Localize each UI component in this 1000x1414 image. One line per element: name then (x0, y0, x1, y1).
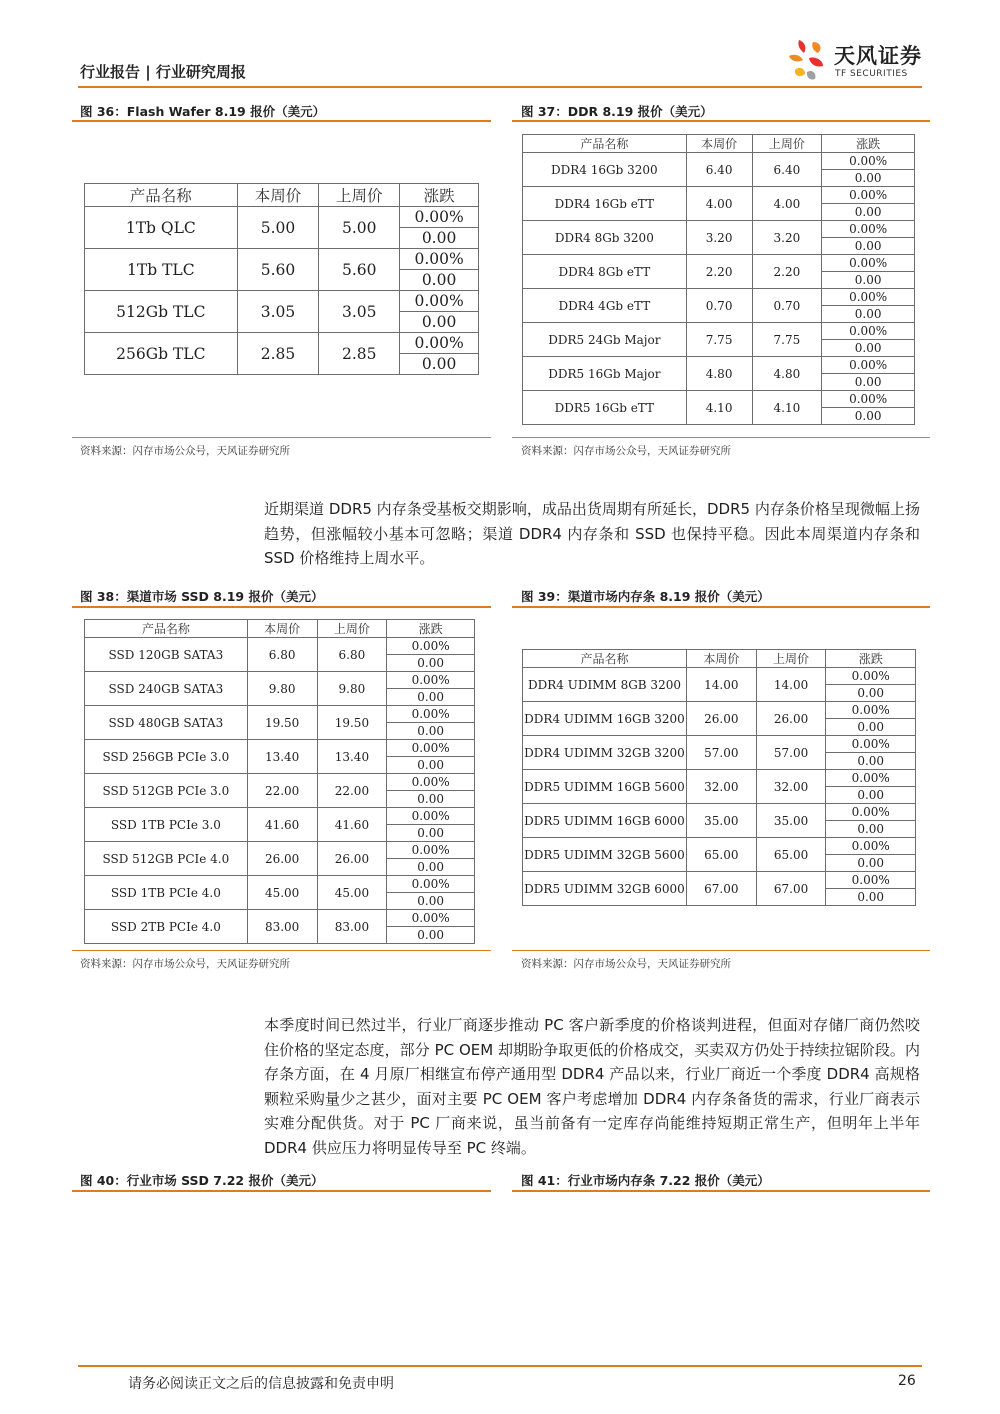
current-price-cell: 45.00 (247, 876, 317, 910)
previous-price-cell: 7.75 (752, 323, 822, 357)
table-header-row (85, 620, 475, 638)
table-header-row (85, 184, 479, 207)
change-percent-cell: 0.00% (400, 291, 479, 312)
fig36-source-rule (72, 437, 491, 438)
previous-price-cell: 26.00 (756, 702, 826, 736)
previous-price-cell: 83.00 (317, 910, 387, 944)
product-name-cell: DDR4 UDIMM 32GB 3200 (523, 736, 687, 770)
change-value-cell: 0.00 (826, 855, 916, 872)
change-value-cell: 0.00 (387, 893, 475, 910)
product-name-cell: DDR4 8Gb 3200 (523, 221, 687, 255)
product-name-cell: SSD 120GB SATA3 (85, 638, 248, 672)
change-value-cell: 0.00 (387, 927, 475, 944)
change-percent-cell: 0.00% (822, 391, 915, 408)
current-price-cell: 26.00 (686, 702, 756, 736)
change-percent-cell: 0.00% (387, 774, 475, 791)
current-price-cell: 0.70 (686, 289, 752, 323)
current-price-cell: 41.60 (247, 808, 317, 842)
product-name-cell: SSD 1TB PCIe 4.0 (85, 876, 248, 910)
table-row (523, 770, 916, 787)
previous-price-cell: 65.00 (756, 838, 826, 872)
product-name-cell: DDR4 UDIMM 8GB 3200 (523, 668, 687, 702)
current-price-cell: 2.20 (686, 255, 752, 289)
current-price-cell: 65.00 (686, 838, 756, 872)
product-name-cell: SSD 1TB PCIe 3.0 (85, 808, 248, 842)
change-percent-cell: 0.00% (826, 804, 916, 821)
product-name-cell: SSD 480GB SATA3 (85, 706, 248, 740)
change-percent-cell: 0.00% (387, 706, 475, 723)
change-percent-cell: 0.00% (387, 672, 475, 689)
previous-price-cell: 19.50 (317, 706, 387, 740)
change-value-cell: 0.00 (387, 689, 475, 706)
change-percent-cell: 0.00% (822, 255, 915, 272)
change-value-cell: 0.00 (822, 306, 915, 323)
column-header: 涨跌 (826, 650, 916, 668)
table-row (523, 872, 916, 889)
fig39-title-rule (512, 606, 930, 608)
change-percent-cell: 0.00% (387, 842, 475, 859)
change-value-cell: 0.00 (822, 340, 915, 357)
change-percent-cell: 0.00% (822, 289, 915, 306)
change-value-cell: 0.00 (822, 170, 915, 187)
change-percent-cell: 0.00% (826, 702, 916, 719)
previous-price-cell: 67.00 (756, 872, 826, 906)
current-price-cell: 19.50 (247, 706, 317, 740)
fig41-title: 图 41：行业市场内存条 7.22 报价（美元） (521, 1173, 770, 1188)
column-header: 产品名称 (523, 135, 687, 153)
current-price-cell: 13.40 (247, 740, 317, 774)
column-header: 上周价 (756, 650, 826, 668)
product-name-cell: SSD 2TB PCIe 4.0 (85, 910, 248, 944)
previous-price-cell: 9.80 (317, 672, 387, 706)
fig38-source-rule (72, 950, 491, 951)
column-header: 本周价 (247, 620, 317, 638)
change-value-cell: 0.00 (822, 374, 915, 391)
fig36-title-rule (72, 120, 491, 122)
column-header: 本周价 (686, 650, 756, 668)
table-row (85, 842, 475, 859)
change-percent-cell: 0.00% (826, 770, 916, 787)
change-value-cell: 0.00 (822, 238, 915, 255)
previous-price-cell: 13.40 (317, 740, 387, 774)
change-value-cell: 0.00 (826, 787, 916, 804)
change-percent-cell: 0.00% (387, 910, 475, 927)
product-name-cell: SSD 256GB PCIe 3.0 (85, 740, 248, 774)
previous-price-cell: 4.00 (752, 187, 822, 221)
table-header-row (523, 650, 916, 668)
footer-disclaimer: 请务必阅读正文之后的信息披露和免责申明 (128, 1376, 394, 1392)
fig41-title-rule (512, 1190, 930, 1192)
previous-price-cell: 3.05 (319, 291, 400, 333)
product-name-cell: 512Gb TLC (85, 291, 238, 333)
product-name-cell: DDR5 24Gb Major (523, 323, 687, 357)
previous-price-cell: 5.00 (319, 207, 400, 249)
change-percent-cell: 0.00% (822, 153, 915, 170)
change-percent-cell: 0.00% (826, 668, 916, 685)
current-price-cell: 22.00 (247, 774, 317, 808)
current-price-cell: 3.05 (237, 291, 319, 333)
fig37-source-rule (512, 437, 930, 438)
logo-chinese-name: 天风证券 (834, 44, 922, 68)
fig39-source-rule (512, 950, 930, 951)
column-header: 产品名称 (85, 184, 238, 207)
change-value-cell: 0.00 (387, 859, 475, 876)
table-header-row (523, 135, 915, 153)
current-price-cell: 67.00 (686, 872, 756, 906)
change-percent-cell: 0.00% (400, 207, 479, 228)
change-value-cell: 0.00 (387, 757, 475, 774)
fig40-title: 图 40：行业市场 SSD 7.22 报价（美元） (80, 1173, 324, 1188)
current-price-cell: 4.10 (686, 391, 752, 425)
column-header: 产品名称 (85, 620, 248, 638)
change-percent-cell: 0.00% (822, 323, 915, 340)
fig37-source: 资料来源：闪存市场公众号，天风证券研究所 (521, 445, 731, 457)
fig38-title-rule (72, 606, 491, 608)
header-divider (78, 86, 922, 88)
fig38-source: 资料来源：闪存市场公众号，天风证券研究所 (80, 958, 290, 970)
change-percent-cell: 0.00% (826, 838, 916, 855)
current-price-cell: 2.85 (237, 333, 319, 375)
change-value-cell: 0.00 (826, 821, 916, 838)
change-percent-cell: 0.00% (387, 876, 475, 893)
previous-price-cell: 3.20 (752, 221, 822, 255)
current-price-cell: 6.80 (247, 638, 317, 672)
table-row (85, 808, 475, 825)
column-header: 涨跌 (400, 184, 479, 207)
fig39-table (522, 649, 916, 906)
previous-price-cell: 32.00 (756, 770, 826, 804)
product-name-cell: 1Tb QLC (85, 207, 238, 249)
fig38-table (84, 619, 475, 944)
change-value-cell: 0.00 (400, 270, 479, 291)
fig37-title-rule (512, 120, 930, 122)
change-value-cell: 0.00 (387, 825, 475, 842)
current-price-cell: 14.00 (686, 668, 756, 702)
table-row (523, 838, 916, 855)
column-header: 本周价 (686, 135, 752, 153)
table-row (85, 740, 475, 757)
table-row (523, 221, 915, 238)
footer-divider (78, 1365, 922, 1367)
change-value-cell: 0.00 (826, 719, 916, 736)
previous-price-cell: 35.00 (756, 804, 826, 838)
current-price-cell: 32.00 (686, 770, 756, 804)
product-name-cell: DDR4 16Gb eTT (523, 187, 687, 221)
change-value-cell: 0.00 (387, 655, 475, 672)
change-percent-cell: 0.00% (387, 808, 475, 825)
change-value-cell: 0.00 (822, 272, 915, 289)
body-paragraph-2: 本季度时间已然过半，行业厂商逐步推动 PC 客户新季度的价格谈判进程，但面对存储厂商仍然咬住价格的坚定态度，部分 PC OEM 却期盼争取更低的价格成交，买卖双方仍处于持续拉锯阶段。内存条方面，在 4 月原厂相继宣布停产通用型 DDR4 产品以来，行业厂商近一个季度 DDR4 高规格颗粒采购量少之甚少，面对主要 PC OEM 客户考虑增加 DDR4 内存条备货的需求，行业厂商表示实难分配供货。对于 PC 厂商来说，虽当前备有一定库存尚能维持短期正常生产，但明年上半年 DDR4 供应压力将明显传导至 PC 终端。 (264, 1016, 920, 1157)
table-row (523, 736, 916, 753)
table-row (85, 207, 479, 228)
product-name-cell: DDR4 8Gb eTT (523, 255, 687, 289)
previous-price-cell: 41.60 (317, 808, 387, 842)
fig36-table (84, 183, 479, 375)
current-price-cell: 83.00 (247, 910, 317, 944)
current-price-cell: 4.80 (686, 357, 752, 391)
current-price-cell: 6.40 (686, 153, 752, 187)
table-row (85, 249, 479, 270)
table-row (523, 187, 915, 204)
change-percent-cell: 0.00% (400, 333, 479, 354)
product-name-cell: DDR5 UDIMM 32GB 6000 (523, 872, 687, 906)
current-price-cell: 7.75 (686, 323, 752, 357)
previous-price-cell: 45.00 (317, 876, 387, 910)
table-row (523, 804, 916, 821)
current-price-cell: 5.60 (237, 249, 319, 291)
table-row (85, 706, 475, 723)
table-row (85, 333, 479, 354)
previous-price-cell: 26.00 (317, 842, 387, 876)
fig40-title-rule (72, 1190, 491, 1192)
change-value-cell: 0.00 (822, 408, 915, 425)
current-price-cell: 5.00 (237, 207, 319, 249)
current-price-cell: 26.00 (247, 842, 317, 876)
current-price-cell: 3.20 (686, 221, 752, 255)
product-name-cell: SSD 512GB PCIe 3.0 (85, 774, 248, 808)
product-name-cell: DDR5 16Gb eTT (523, 391, 687, 425)
previous-price-cell: 0.70 (752, 289, 822, 323)
current-price-cell: 57.00 (686, 736, 756, 770)
change-percent-cell: 0.00% (387, 638, 475, 655)
table-row (85, 910, 475, 927)
current-price-cell: 4.00 (686, 187, 752, 221)
product-name-cell: SSD 512GB PCIe 4.0 (85, 842, 248, 876)
fig39-source: 资料来源：闪存市场公众号，天风证券研究所 (521, 958, 731, 970)
change-value-cell: 0.00 (387, 791, 475, 808)
product-name-cell: DDR5 UDIMM 16GB 6000 (523, 804, 687, 838)
change-value-cell: 0.00 (400, 312, 479, 333)
fig36-source: 资料来源：闪存市场公众号，天风证券研究所 (80, 445, 290, 457)
fig36-title: 图 36：Flash Wafer 8.19 报价（美元） (80, 104, 326, 119)
current-price-cell: 35.00 (686, 804, 756, 838)
product-name-cell: DDR5 16Gb Major (523, 357, 687, 391)
column-header: 上周价 (319, 184, 400, 207)
product-name-cell: 1Tb TLC (85, 249, 238, 291)
change-value-cell: 0.00 (826, 889, 916, 906)
table-row (523, 255, 915, 272)
table-row (85, 291, 479, 312)
product-name-cell: DDR5 UDIMM 32GB 5600 (523, 838, 687, 872)
fig37-table (522, 134, 915, 425)
change-percent-cell: 0.00% (822, 357, 915, 374)
previous-price-cell: 57.00 (756, 736, 826, 770)
product-name-cell: SSD 240GB SATA3 (85, 672, 248, 706)
previous-price-cell: 14.00 (756, 668, 826, 702)
change-percent-cell: 0.00% (387, 740, 475, 757)
table-row (85, 876, 475, 893)
current-price-cell: 9.80 (247, 672, 317, 706)
product-name-cell: DDR4 4Gb eTT (523, 289, 687, 323)
change-value-cell: 0.00 (826, 685, 916, 702)
body-paragraph-1: 近期渠道 DDR5 内存条受基板交期影响，成品出货周期有所延长，DDR5 内存条价格呈现微幅上扬趋势，但涨幅较小基本可忽略；渠道 DDR4 内存条和 SSD 也保持平稳。因此本周渠道内存条和 SSD 价格维持上周水平。 (264, 500, 920, 567)
table-row (85, 672, 475, 689)
change-value-cell: 0.00 (822, 204, 915, 221)
column-header: 上周价 (317, 620, 387, 638)
product-name-cell: DDR4 UDIMM 16GB 3200 (523, 702, 687, 736)
table-row (523, 668, 916, 685)
column-header: 涨跌 (822, 135, 915, 153)
change-value-cell: 0.00 (400, 354, 479, 375)
report-header-title: 行业报告 | 行业研究周报 (80, 63, 246, 81)
previous-price-cell: 4.10 (752, 391, 822, 425)
change-value-cell: 0.00 (387, 723, 475, 740)
previous-price-cell: 2.20 (752, 255, 822, 289)
previous-price-cell: 6.80 (317, 638, 387, 672)
page-number: 26 (898, 1373, 916, 1389)
fig38-title: 图 38：渠道市场 SSD 8.19 报价（美元） (80, 589, 324, 604)
product-name-cell: DDR4 16Gb 3200 (523, 153, 687, 187)
product-name-cell: 256Gb TLC (85, 333, 238, 375)
change-value-cell: 0.00 (826, 753, 916, 770)
change-percent-cell: 0.00% (400, 249, 479, 270)
fig37-title: 图 37：DDR 8.19 报价（美元） (521, 104, 713, 119)
previous-price-cell: 5.60 (319, 249, 400, 291)
table-row (523, 391, 915, 408)
table-row (523, 357, 915, 374)
fig39-title: 图 39：渠道市场内存条 8.19 报价（美元） (521, 589, 770, 604)
change-value-cell: 0.00 (400, 228, 479, 249)
previous-price-cell: 6.40 (752, 153, 822, 187)
change-percent-cell: 0.00% (826, 872, 916, 889)
table-row (523, 323, 915, 340)
change-percent-cell: 0.00% (822, 187, 915, 204)
previous-price-cell: 2.85 (319, 333, 400, 375)
previous-price-cell: 4.80 (752, 357, 822, 391)
column-header: 本周价 (237, 184, 319, 207)
column-header: 产品名称 (523, 650, 687, 668)
logo-english-name: TF SECURITIES (835, 69, 908, 79)
change-percent-cell: 0.00% (826, 736, 916, 753)
table-row (523, 153, 915, 170)
table-row (85, 638, 475, 655)
table-row (523, 289, 915, 306)
table-row (85, 774, 475, 791)
column-header: 涨跌 (387, 620, 475, 638)
change-percent-cell: 0.00% (822, 221, 915, 238)
column-header: 上周价 (752, 135, 822, 153)
previous-price-cell: 22.00 (317, 774, 387, 808)
table-row (523, 702, 916, 719)
product-name-cell: DDR5 UDIMM 16GB 5600 (523, 770, 687, 804)
